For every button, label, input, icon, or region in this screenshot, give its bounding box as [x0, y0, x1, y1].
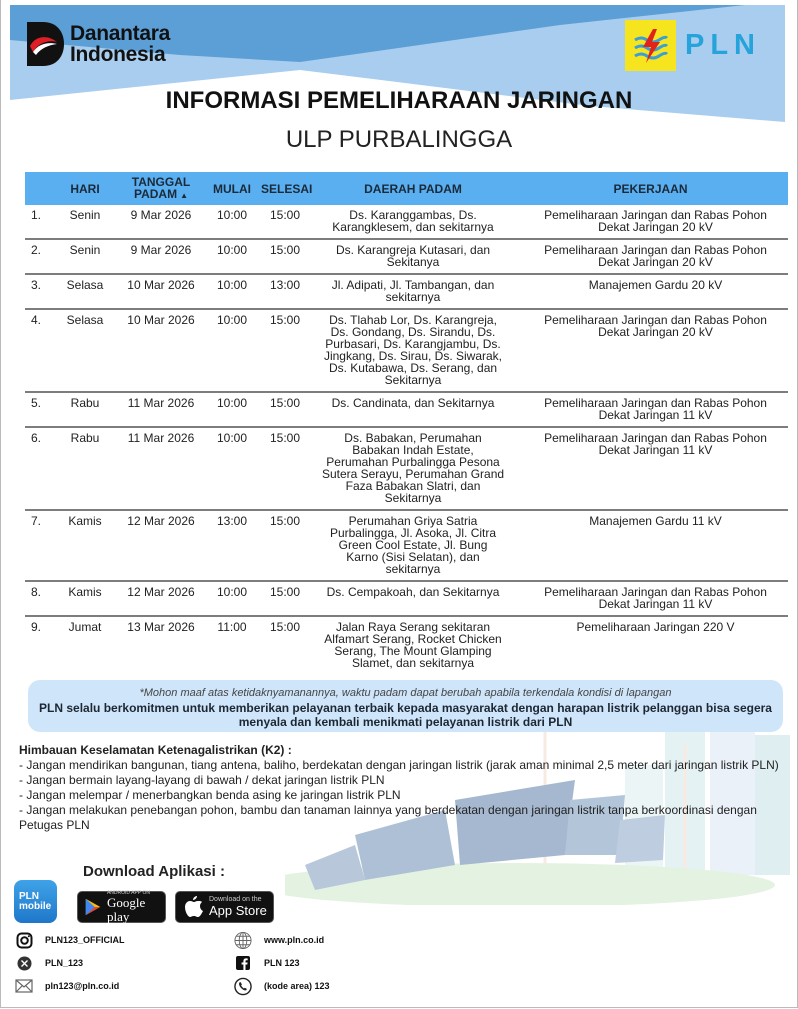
row-day: Kamis — [55, 581, 115, 616]
contact-email[interactable] — [15, 977, 119, 995]
pln-logo — [625, 20, 761, 71]
mail-icon — [15, 977, 33, 995]
row-number: 4. — [25, 309, 55, 392]
row-day: Rabu — [55, 392, 115, 427]
contact-instagram[interactable] — [15, 931, 125, 949]
row-date: 13 Mar 2026 — [127, 620, 195, 634]
app-store-caption: Download on the — [209, 896, 262, 903]
google-play-label: Google play — [106, 895, 146, 924]
contact-website[interactable] — [234, 931, 324, 949]
table-row — [25, 581, 788, 616]
instagram-handle: PLN123_OFFICIAL — [45, 935, 125, 945]
row-day: Rabu — [55, 427, 115, 510]
google-play-button[interactable] — [77, 891, 166, 923]
row-start-time: 13:00 — [207, 510, 257, 581]
danantara-logo — [27, 22, 170, 66]
download-title: Download Aplikasi : — [83, 863, 225, 880]
contact-x[interactable] — [15, 954, 83, 972]
row-end-time: 15:00 — [269, 620, 301, 634]
page-subtitle: ULP PURBALINGGA — [285, 126, 513, 153]
row-end-time: 15:00 — [257, 392, 313, 427]
app-store-button[interactable] — [175, 891, 274, 923]
table-row — [25, 616, 788, 674]
row-number: 2. — [25, 239, 55, 274]
notice-box — [28, 680, 783, 732]
row-end-time: 15:00 — [257, 205, 313, 239]
col-work[interactable]: PEKERJAAN — [513, 172, 788, 205]
row-date: 9 Mar 2026 — [115, 239, 207, 274]
row-number: 8. — [25, 581, 55, 616]
app-icon-line-1: PLN — [19, 890, 39, 902]
row-number: 3. — [25, 274, 55, 309]
table-row — [25, 205, 788, 239]
globe-icon — [234, 931, 252, 949]
table-header-row — [25, 172, 788, 205]
row-start-time: 10:00 — [207, 274, 257, 309]
row-day: Senin — [55, 205, 115, 239]
safety-heading: Himbauan Keselamatan Ketenagalistrikan (K2) : — [19, 743, 292, 757]
row-date: 9 Mar 2026 — [115, 205, 207, 239]
safety-section — [19, 743, 779, 833]
row-start-time: 10:00 — [207, 392, 257, 427]
x-handle: PLN_123 — [45, 958, 84, 968]
col-area[interactable]: DAERAH PADAM — [313, 172, 513, 205]
app-icon-line-2: mobile — [19, 900, 52, 912]
brand-line-1: Danantara — [70, 22, 171, 45]
website-url: www.pln.co.id — [264, 935, 325, 945]
row-day: Senin — [55, 239, 115, 274]
safety-item: - Jangan melakukan penebangan pohon, bambu dan tanaman lainnya yang berdekatan dengan jaringan listrik tanpa berkoordinasi dengan Petugas PLN — [19, 803, 757, 832]
app-store-label: App Store — [209, 903, 267, 918]
row-work-type: Pemeliharaan Jaringan dan Rabas Pohon Dekat Jaringan 11 kV — [513, 427, 788, 510]
row-end-time: 15:00 — [257, 309, 313, 392]
row-day: Kamis — [55, 510, 115, 581]
table-row — [25, 392, 788, 427]
row-start-time: 10:00 — [207, 581, 257, 616]
row-day: Selasa — [55, 309, 115, 392]
safety-item: - Jangan melempar / menerbangkan benda asing ke jaringan listrik PLN — [19, 788, 401, 802]
danantara-d-icon — [27, 22, 64, 66]
contact-facebook[interactable] — [234, 954, 300, 972]
table-row — [25, 274, 788, 309]
row-outage-area: Jl. Adipati, Jl. Tambangan, dan sekitarnya — [313, 274, 513, 309]
row-date: 11 Mar 2026 — [115, 392, 207, 427]
row-start-time: 10:00 — [207, 239, 257, 274]
row-outage-area: Jalan Raya Serang sekitaran Alfamart Serang, Rocket Chicken Serang, The Mount Glamping Slamet, dan sekitarnya — [324, 620, 502, 670]
notice-commitment: PLN selalu berkomitmen untuk memberikan pelayanan terbaik kepada masyarakat dengan harapan listrik pelanggan bisa segera menyala dan kembali menikmati pelayanan listrik dari PLN — [39, 701, 772, 729]
pln-mobile-app-icon[interactable] — [14, 880, 57, 923]
row-number: 1. — [25, 205, 55, 239]
row-number: 5. — [25, 392, 55, 427]
contact-phone[interactable] — [234, 977, 330, 995]
row-work-type: Pemeliharaan Jaringan 220 V — [576, 620, 735, 634]
row-day: Selasa — [55, 274, 115, 309]
notice-disclaimer: *Mohon maaf atas ketidaknyamanannya, waktu padam dapat berubah apabila terkendala kondisi di lapangan — [139, 687, 672, 699]
col-date-line1: TANGGAL — [131, 174, 191, 189]
row-outage-area: Ds. Karangreja Kutasari, dan Sekitanya — [313, 239, 513, 274]
row-number: 7. — [25, 510, 55, 581]
row-work-type: Pemeliharaan Jaringan dan Rabas Pohon Dekat Jaringan 20 kV — [513, 205, 788, 239]
sort-ascending-icon[interactable]: ▲ — [180, 190, 189, 200]
row-end-time: 13:00 — [257, 274, 313, 309]
col-date-line2: PADAM — [133, 186, 178, 201]
email-address: pln123@pln.co.id — [45, 981, 120, 991]
page-title: INFORMASI PEMELIHARAAN JARINGAN — [165, 87, 633, 114]
row-date: 11 Mar 2026 — [115, 427, 207, 510]
row-date: 10 Mar 2026 — [115, 309, 207, 392]
row-work-type: Manajemen Gardu 20 kV — [513, 274, 788, 309]
col-start[interactable]: MULAI — [207, 172, 257, 205]
row-number: 9. — [31, 620, 42, 634]
row-work-type: Pemeliharaan Jaringan dan Rabas Pohon Dekat Jaringan 20 kV — [513, 239, 788, 274]
safety-item: - Jangan mendirikan bangunan, tiang antena, baliho, berdekatan dengan jaringan listrik (jarak aman minimal 2,5 meter dari jaringan listrik PLN) — [19, 758, 779, 772]
row-end-time: 15:00 — [257, 239, 313, 274]
row-start-time: 10:00 — [207, 309, 257, 392]
phone-icon — [234, 977, 252, 995]
row-outage-area: Perumahan Griya Satria Purbalingga, Jl. Asoka, Jl. Citra Green Cool Estate, Jl. Bung Karno (Sisi Selatan), dan sekitarnya — [313, 510, 513, 581]
facebook-handle: PLN 123 — [264, 958, 300, 968]
row-work-type: Pemeliharaan Jaringan dan Rabas Pohon Dekat Jaringan 20 kV — [513, 309, 788, 392]
row-day: Jumat — [68, 620, 102, 634]
row-date: 12 Mar 2026 — [115, 581, 207, 616]
pln-lightning-icon — [625, 20, 676, 71]
col-end[interactable]: SELESAI — [257, 172, 313, 205]
row-date: 12 Mar 2026 — [115, 510, 207, 581]
row-outage-area: Ds. Candinata, dan Sekitarnya — [313, 392, 513, 427]
facebook-icon — [234, 954, 252, 972]
brand-line-2: Indonesia — [70, 43, 166, 66]
row-start-time: 10:00 — [207, 427, 257, 510]
row-date: 10 Mar 2026 — [115, 274, 207, 309]
row-end-time: 15:00 — [257, 581, 313, 616]
instagram-icon — [15, 931, 33, 949]
google-play-caption: ANDROID APP ON — [106, 890, 150, 896]
row-end-time: 15:00 — [257, 427, 313, 510]
row-work-type: Manajemen Gardu 11 kV — [513, 510, 788, 581]
row-work-type: Pemeliharaan Jaringan dan Rabas Pohon Dekat Jaringan 11 kV — [513, 392, 788, 427]
row-outage-area: Ds. Babakan, Perumahan Babakan Indah Estate, Perumahan Purbalingga Pesona Sutera Serayu, Perumahan Grand Faza Babakan Slatri, dan Sekitarnya — [313, 427, 513, 510]
col-no — [25, 172, 55, 205]
col-day[interactable]: HARI — [55, 172, 115, 205]
row-work-type: Pemeliharaan Jaringan dan Rabas Pohon Dekat Jaringan 11 kV — [513, 581, 788, 616]
row-outage-area: Ds. Cempakoah, dan Sekitarnya — [313, 581, 513, 616]
row-start-time: 10:00 — [207, 205, 257, 239]
pln-wordmark: PLN — [685, 29, 761, 61]
google-play-icon — [83, 896, 103, 918]
table-row — [25, 427, 788, 510]
safety-item: - Jangan bermain layang-layang di bawah / dekat jaringan listrik PLN — [19, 773, 385, 787]
row-number: 6. — [25, 427, 55, 510]
apple-icon — [183, 895, 205, 919]
row-outage-area: Ds. Tlahab Lor, Ds. Karangreja, Ds. Gondang, Ds. Sirandu, Ds. Purbasari, Ds. Karangjambu, Ds. Jingkang, Ds. Sirau, Ds. Siwarak, Ds. Kutabawa, Ds. Serang, dan Sekitarnya — [313, 309, 513, 392]
table-row — [25, 510, 788, 581]
table-row — [25, 309, 788, 392]
row-outage-area: Ds. Karanggambas, Ds. Karangklesem, dan sekitarnya — [313, 205, 513, 239]
col-date[interactable] — [115, 172, 207, 205]
row-start-time: 11:00 — [217, 620, 247, 634]
row-end-time: 15:00 — [257, 510, 313, 581]
table-row — [25, 239, 788, 274]
maintenance-table — [25, 172, 788, 674]
phone-number: (kode area) 123 — [264, 981, 330, 991]
x-twitter-icon — [15, 954, 33, 972]
